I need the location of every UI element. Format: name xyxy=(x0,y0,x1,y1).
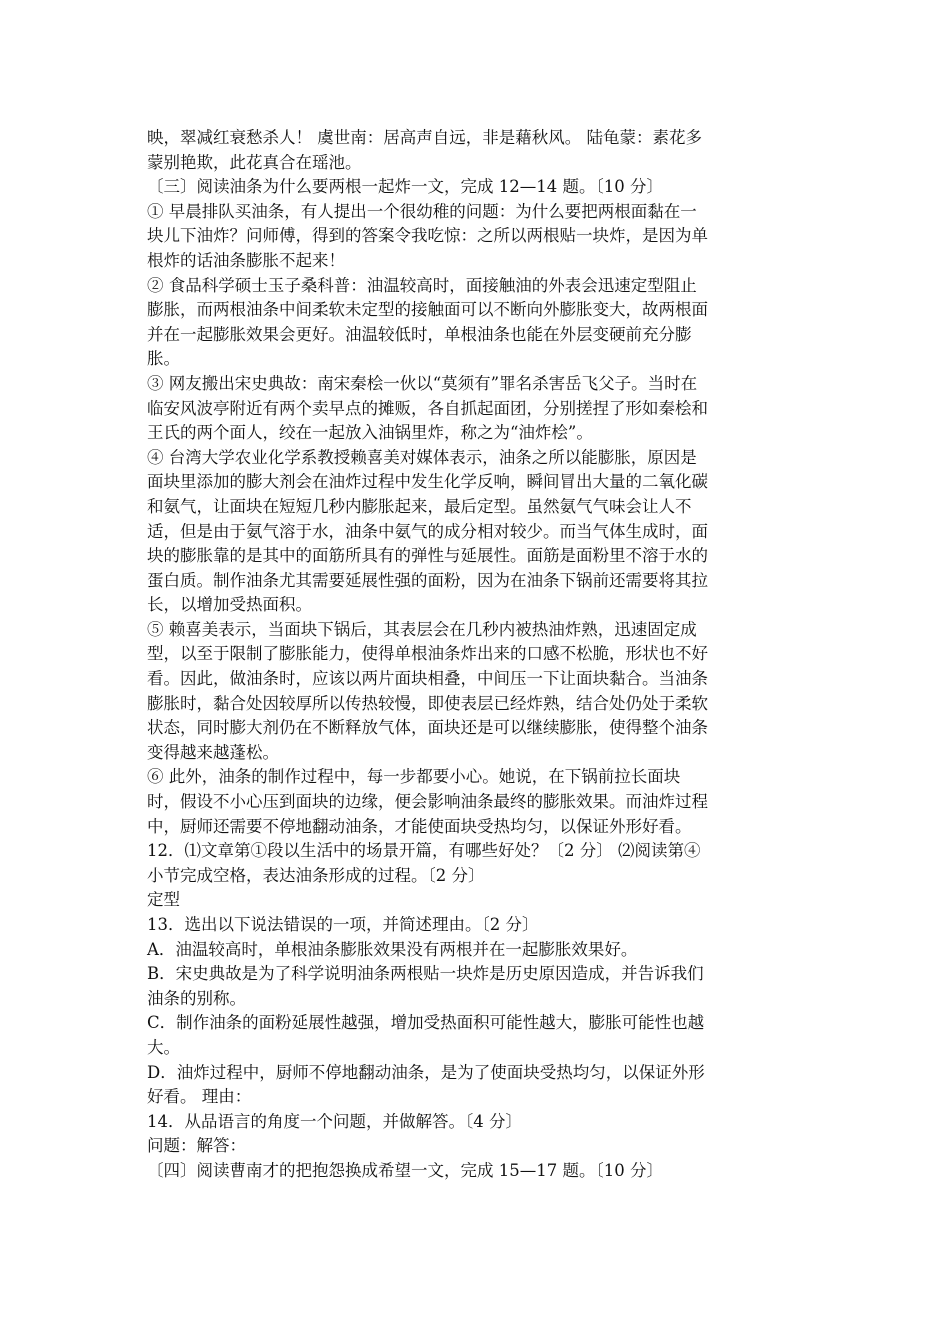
text-line: 根炸的话油条膨胀不起来！ xyxy=(147,250,345,270)
text-line: 时，假设不小心压到面块的边缘，便会影响油条最终的膨胀效果。而油炸过程 xyxy=(147,792,708,812)
option-line: 大。 xyxy=(147,1037,180,1057)
text-line: 长，以增加受热面积。 xyxy=(147,595,312,615)
text-line: 中，厨师还需要不停地翻动油条，才能使面块受热均匀，以保证外形好看。 xyxy=(147,816,692,836)
text-line: 适，但是由于氨气溶于水，油条中氨气的成分相对较少。而当气体生成时，面 xyxy=(147,521,708,541)
text-line: 胀。 xyxy=(147,349,180,369)
option-line: B．宋史典故是为了科学说明油条两根贴一块炸是历史原因造成，并告诉我们 xyxy=(147,964,704,984)
answer-line: 问题：解答： xyxy=(147,1136,246,1156)
option-line: C．制作油条的面粉延展性越强，增加受热面积可能性越大，膨胀可能性也越 xyxy=(147,1013,705,1033)
text-line: ⑥ 此外，油条的制作过程中，每一步都要小心。她说，在下锅前拉长面块 xyxy=(147,767,681,787)
text-line: 并在一起膨胀效果会更好。油温较低时，单根油条也能在外层变硬前充分膨 xyxy=(147,324,692,344)
section-heading: 〔四〕阅读曹南才的把抱怨换成希望一文，完成 15—17 题。〔10 分〕 xyxy=(147,1160,663,1180)
question-line: 13．选出以下说法错误的一项，并简述理由。〔2 分〕 xyxy=(147,915,539,934)
option-line: 好看。 理由： xyxy=(147,1087,252,1107)
text-line: 面块里添加的膨大剂会在油炸过程中发生化学反响，瞬间冒出大量的二氧化碳 xyxy=(147,472,708,492)
text-line: 型，以至于限制了膨胀能力，使得单根油条炸出来的口感不松脆，形状也不好 xyxy=(147,644,708,664)
text-line: ① 早晨排队买油条，有人提出一个很幼稚的问题：为什么要把两根面黏在一 xyxy=(147,201,697,221)
text-line: 蛋白质。制作油条尤其需要延展性强的面粉，因为在油条下锅前还需要将其拉 xyxy=(147,570,708,590)
text-line: 块儿下油炸？问师傅，得到的答案令我吃惊：之所以两根贴一块炸，是因为单 xyxy=(147,226,708,246)
text-line: ③ 网友搬出宋史典故：南宋秦桧一伙以“莫须有”罪名杀害岳飞父子。当时在 xyxy=(147,373,698,393)
text-line: ④ 台湾大学农业化学系教授赖喜美对媒体表示，油条之所以能膨胀，原因是 xyxy=(147,447,697,467)
text-line: 看。因此，做油条时，应该以两片面块相叠，中间压一下让面块黏合。当油条 xyxy=(147,669,708,689)
text-line: 膨胀，而两根油条中间柔软未定型的接触面可以不断向外膨胀变大，故两根面 xyxy=(147,300,708,320)
document-page xyxy=(147,126,807,1184)
text-line: 蒙别艳欺，此花真合在瑶池。 xyxy=(147,152,362,172)
answer-line: 定型 xyxy=(147,890,180,910)
text-line: 临安风波亭附近有两个卖早点的摊贩，各自抓起面团，分别搓捏了形如秦桧和 xyxy=(147,398,708,418)
section-heading: 〔三〕阅读油条为什么要两根一起炸一文，完成 12—14 题。〔10 分〕 xyxy=(147,177,663,197)
option-line: D．油炸过程中，厨师不停地翻动油条，是为了使面块受热均匀，以保证外形 xyxy=(147,1062,705,1082)
option-line: A．油温较高时，单根油条膨胀效果没有两根并在一起膨胀效果好。 xyxy=(147,939,638,959)
text-line: 状态，同时膨大剂仍在不断释放气体，面块还是可以继续膨胀，使得整个油条 xyxy=(147,718,708,738)
text-line: 映，翠减红衰愁杀人！ 虞世南：居高声自远，非是藉秋风。 陆龟蒙：素花多 xyxy=(147,128,702,147)
text-line: 膨胀时，黏合处因较厚所以传热较慢，即使表层已经炸熟，结合处仍处于柔软 xyxy=(147,693,708,713)
question-line: 12．⑴文章第①段以生活中的场景开篇，有哪些好处？〔2 分〕 ⑵阅读第④ xyxy=(147,841,701,861)
question-line: 小节完成空格，表达油条形成的过程。〔2 分〕 xyxy=(147,865,485,885)
text-line: 块的膨胀靠的是其中的面筋所具有的弹性与延展性。面筋是面粉里不溶于水的 xyxy=(147,546,708,566)
question-line: 14．从品语言的角度一个问题，并做解答。〔4 分〕 xyxy=(147,1111,522,1131)
text-line: 和氨气，让面块在短短几秒内膨胀起来，最后定型。虽然氨气气味会让人不 xyxy=(147,496,692,516)
text-line: 变得越来越蓬松。 xyxy=(147,742,279,762)
text-line: ② 食品科学硕士玉子桑科普：油温较高时，面接触油的外表会迅速定型阻止 xyxy=(147,275,697,295)
text-line: 王氏的两个面人，绞在一起放入油锅里炸，称之为“油炸桧”。 xyxy=(147,423,593,443)
option-line: 油条的别称。 xyxy=(147,988,246,1008)
text-line: ⑤ 赖喜美表示，当面块下锅后，其表层会在几秒内被热油炸熟，迅速固定成 xyxy=(147,619,697,639)
